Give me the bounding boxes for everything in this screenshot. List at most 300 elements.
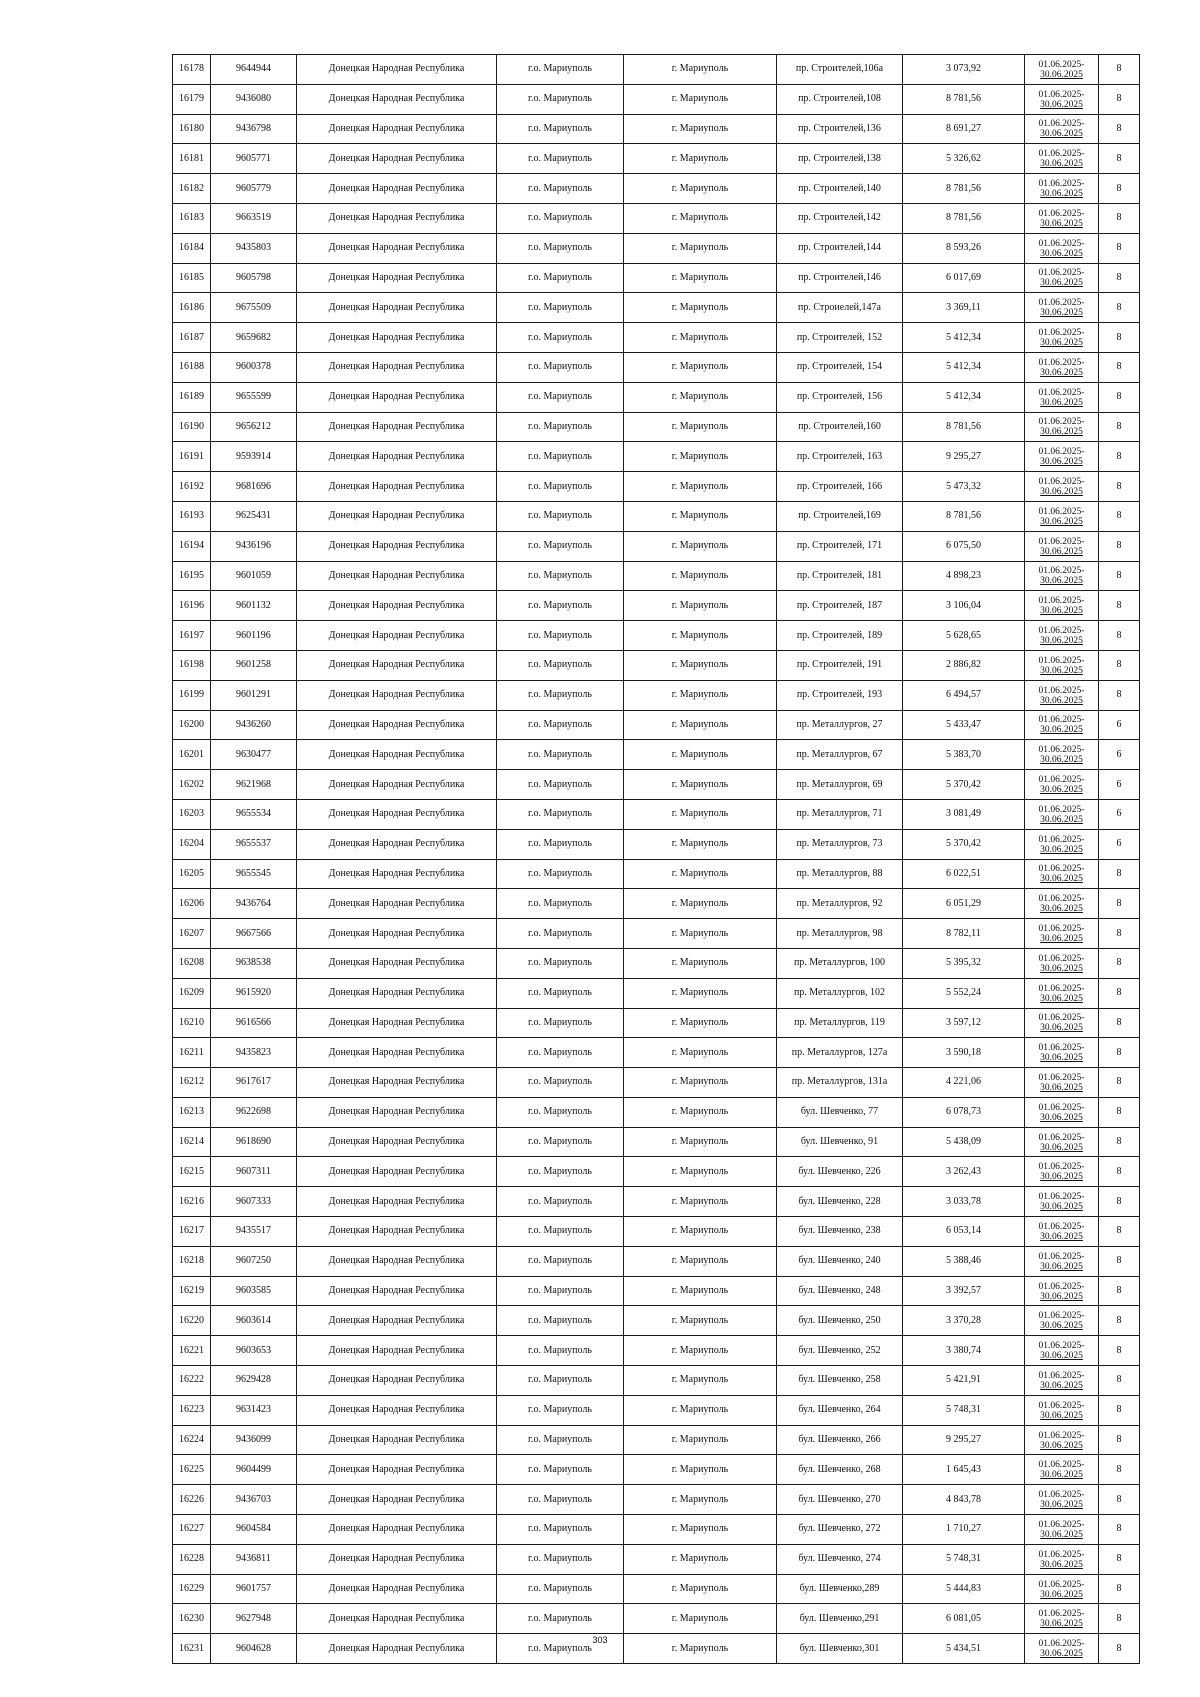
cell-object-id: 9618690: [211, 1127, 297, 1157]
cell-address: бул. Шевченко,289: [777, 1574, 903, 1604]
period-end: 30.06.2025: [1040, 159, 1083, 170]
cell-municipal-district: г.о. Мариуполь: [497, 293, 624, 323]
cell-municipal-district: г.о. Мариуполь: [497, 84, 624, 114]
cell-object-id: 9629428: [211, 1366, 297, 1396]
cell-address: бул. Шевченко, 226: [777, 1157, 903, 1187]
cell-row-number: 16225: [173, 1455, 211, 1485]
cell-object-id: 9663519: [211, 203, 297, 233]
cell-settlement: г. Мариуполь: [624, 84, 777, 114]
cell-row-number: 16226: [173, 1485, 211, 1515]
cell-row-number: 16192: [173, 472, 211, 502]
cell-address: пр. Строителей, 181: [777, 561, 903, 591]
period-end: 30.06.2025: [1040, 904, 1083, 915]
cell-row-number: 16220: [173, 1306, 211, 1336]
table-row: [173, 293, 1140, 323]
cell-municipal-district: г.о. Мариуполь: [497, 1395, 624, 1425]
cell-period: [1025, 1217, 1099, 1247]
cell-municipal-district: г.о. Мариуполь: [497, 1485, 624, 1515]
cell-object-id: 9607333: [211, 1187, 297, 1217]
table-row: [173, 859, 1140, 889]
cell-address: пр. Металлургов, 67: [777, 740, 903, 770]
period-end: 30.06.2025: [1040, 1559, 1083, 1570]
period-start: 01.06.2025-: [1038, 1043, 1085, 1054]
cell-period: [1025, 263, 1099, 293]
cell-row-number: 16184: [173, 233, 211, 263]
period-end: 30.06.2025: [1040, 1470, 1083, 1481]
cell-value: 8: [1099, 1425, 1140, 1455]
cell-settlement: г. Мариуполь: [624, 978, 777, 1008]
period-end: 30.06.2025: [1040, 1231, 1083, 1242]
cell-settlement: г. Мариуполь: [624, 1068, 777, 1098]
cell-address: пр. Строителей, 166: [777, 472, 903, 502]
cell-period: [1025, 680, 1099, 710]
cell-settlement: г. Мариуполь: [624, 1455, 777, 1485]
cell-settlement: г. Мариуполь: [624, 1276, 777, 1306]
cell-period: [1025, 293, 1099, 323]
cell-value: 8: [1099, 263, 1140, 293]
cell-region: Донецкая Народная Республика: [297, 1127, 497, 1157]
cell-value: 6: [1099, 799, 1140, 829]
cell-address: пр. Строителей, 154: [777, 352, 903, 382]
cell-municipal-district: г.о. Мариуполь: [497, 680, 624, 710]
cell-value: 8: [1099, 591, 1140, 621]
cell-period: [1025, 1157, 1099, 1187]
cell-municipal-district: г.о. Мариуполь: [497, 799, 624, 829]
cell-settlement: г. Мариуполь: [624, 770, 777, 800]
cell-municipal-district: г.о. Мариуполь: [497, 352, 624, 382]
cell-area: 3 106,04: [903, 591, 1025, 621]
cell-value: 8: [1099, 859, 1140, 889]
cell-address: бул. Шевченко,301: [777, 1634, 903, 1664]
cell-period: [1025, 1097, 1099, 1127]
cell-row-number: 16231: [173, 1634, 211, 1664]
cell-settlement: г. Мариуполь: [624, 352, 777, 382]
cell-region: Донецкая Народная Республика: [297, 591, 497, 621]
cell-object-id: 9607311: [211, 1157, 297, 1187]
cell-value: 8: [1099, 114, 1140, 144]
cell-address: пр. Строителей, 156: [777, 382, 903, 412]
cell-settlement: г. Мариуполь: [624, 203, 777, 233]
cell-address: бул. Шевченко,291: [777, 1604, 903, 1634]
cell-area: 4 898,23: [903, 561, 1025, 591]
cell-value: 8: [1099, 1485, 1140, 1515]
cell-object-id: 9667566: [211, 919, 297, 949]
cell-area: 6 075,50: [903, 531, 1025, 561]
cell-value: 8: [1099, 919, 1140, 949]
cell-municipal-district: г.о. Мариуполь: [497, 323, 624, 353]
cell-region: Донецкая Народная Республика: [297, 1187, 497, 1217]
cell-value: 6: [1099, 710, 1140, 740]
table-row: [173, 1604, 1140, 1634]
cell-object-id: 9601258: [211, 650, 297, 680]
cell-address: пр. Металлургов, 127а: [777, 1038, 903, 1068]
cell-address: пр. Строителей, 191: [777, 650, 903, 680]
cell-period: [1025, 412, 1099, 442]
period-end: 30.06.2025: [1040, 1053, 1083, 1064]
cell-period: [1025, 1068, 1099, 1098]
period-end: 30.06.2025: [1040, 1649, 1083, 1660]
cell-row-number: 16205: [173, 859, 211, 889]
cell-row-number: 16227: [173, 1515, 211, 1545]
cell-settlement: г. Мариуполь: [624, 948, 777, 978]
cell-value: 8: [1099, 948, 1140, 978]
cell-settlement: г. Мариуполь: [624, 114, 777, 144]
cell-object-id: 9603585: [211, 1276, 297, 1306]
cell-address: пр. Строителей,138: [777, 144, 903, 174]
period-start: 01.06.2025-: [1038, 1281, 1085, 1292]
cell-municipal-district: г.о. Мариуполь: [497, 859, 624, 889]
cell-row-number: 16191: [173, 442, 211, 472]
cell-settlement: г. Мариуполь: [624, 1097, 777, 1127]
period-end: 30.06.2025: [1040, 189, 1083, 200]
cell-object-id: 9638538: [211, 948, 297, 978]
cell-object-id: 9655537: [211, 829, 297, 859]
cell-area: 5 473,32: [903, 472, 1025, 502]
cell-row-number: 16183: [173, 203, 211, 233]
cell-region: Донецкая Народная Республика: [297, 293, 497, 323]
cell-period: [1025, 382, 1099, 412]
table-row: [173, 1395, 1140, 1425]
cell-area: 3 590,18: [903, 1038, 1025, 1068]
cell-period: [1025, 1544, 1099, 1574]
cell-row-number: 16224: [173, 1425, 211, 1455]
period-start: 01.06.2025-: [1038, 149, 1085, 160]
period-end: 30.06.2025: [1040, 785, 1083, 796]
period-end: 30.06.2025: [1040, 516, 1083, 527]
cell-object-id: 9681696: [211, 472, 297, 502]
cell-value: 8: [1099, 1157, 1140, 1187]
cell-address: пр. Строителей, 187: [777, 591, 903, 621]
cell-period: [1025, 1246, 1099, 1276]
cell-period: [1025, 919, 1099, 949]
cell-settlement: г. Мариуполь: [624, 382, 777, 412]
period-start: 01.06.2025-: [1038, 268, 1085, 279]
cell-area: 8 781,56: [903, 412, 1025, 442]
cell-region: Донецкая Народная Республика: [297, 621, 497, 651]
cell-municipal-district: г.о. Мариуполь: [497, 1634, 624, 1664]
period-end: 30.06.2025: [1040, 576, 1083, 587]
table-row: [173, 919, 1140, 949]
cell-address: бул. Шевченко, 91: [777, 1127, 903, 1157]
period-end: 30.06.2025: [1040, 308, 1083, 319]
cell-period: [1025, 1187, 1099, 1217]
cell-settlement: г. Мариуполь: [624, 1217, 777, 1247]
period-end: 30.06.2025: [1040, 844, 1083, 855]
cell-period: [1025, 650, 1099, 680]
period-end: 30.06.2025: [1040, 1112, 1083, 1123]
cell-region: Донецкая Народная Республика: [297, 412, 497, 442]
cell-period: [1025, 1604, 1099, 1634]
cell-object-id: 9622698: [211, 1097, 297, 1127]
period-start: 01.06.2025-: [1038, 387, 1085, 398]
cell-row-number: 16182: [173, 174, 211, 204]
cell-value: 8: [1099, 144, 1140, 174]
period-start: 01.06.2025-: [1038, 1609, 1085, 1620]
cell-value: 8: [1099, 561, 1140, 591]
cell-municipal-district: г.о. Мариуполь: [497, 1425, 624, 1455]
cell-object-id: 9631423: [211, 1395, 297, 1425]
cell-row-number: 16193: [173, 501, 211, 531]
period-start: 01.06.2025-: [1038, 953, 1085, 964]
cell-municipal-district: г.о. Мариуполь: [497, 1008, 624, 1038]
cell-settlement: г. Мариуполь: [624, 472, 777, 502]
cell-area: 5 433,47: [903, 710, 1025, 740]
cell-address: пр. Строителей,136: [777, 114, 903, 144]
table-row: [173, 114, 1140, 144]
table-row: [173, 531, 1140, 561]
period-end: 30.06.2025: [1040, 1291, 1083, 1302]
cell-period: [1025, 859, 1099, 889]
cell-object-id: 9601291: [211, 680, 297, 710]
cell-period: [1025, 442, 1099, 472]
table-row: [173, 84, 1140, 114]
cell-address: бул. Шевченко, 77: [777, 1097, 903, 1127]
period-end: 30.06.2025: [1040, 814, 1083, 825]
cell-address: пр. Металлургов, 92: [777, 889, 903, 919]
cell-settlement: г. Мариуполь: [624, 1246, 777, 1276]
cell-value: 8: [1099, 1634, 1140, 1664]
table-row: [173, 1485, 1140, 1515]
cell-value: 8: [1099, 1544, 1140, 1574]
period-end: 30.06.2025: [1040, 397, 1083, 408]
cell-region: Донецкая Народная Республика: [297, 203, 497, 233]
cell-row-number: 16181: [173, 144, 211, 174]
cell-object-id: 9655534: [211, 799, 297, 829]
cell-value: 8: [1099, 1276, 1140, 1306]
cell-row-number: 16189: [173, 382, 211, 412]
cell-address: пр. Строиелей,147а: [777, 293, 903, 323]
period-end: 30.06.2025: [1040, 338, 1083, 349]
cell-object-id: 9630477: [211, 740, 297, 770]
period-end: 30.06.2025: [1040, 1589, 1083, 1600]
cell-address: бул. Шевченко, 238: [777, 1217, 903, 1247]
document-sheet: [172, 54, 1139, 1664]
cell-region: Донецкая Народная Республика: [297, 859, 497, 889]
cell-settlement: г. Мариуполь: [624, 1604, 777, 1634]
period-end: 30.06.2025: [1040, 695, 1083, 706]
page-number: 303: [592, 1635, 608, 1645]
cell-region: Донецкая Народная Республика: [297, 710, 497, 740]
cell-region: Донецкая Народная Республика: [297, 1336, 497, 1366]
cell-period: [1025, 978, 1099, 1008]
cell-row-number: 16210: [173, 1008, 211, 1038]
table-row: [173, 591, 1140, 621]
table-row: [173, 1276, 1140, 1306]
cell-object-id: 9605771: [211, 144, 297, 174]
cell-region: Донецкая Народная Республика: [297, 1604, 497, 1634]
cell-municipal-district: г.о. Мариуполь: [497, 1276, 624, 1306]
cell-row-number: 16215: [173, 1157, 211, 1187]
cell-region: Донецкая Народная Республика: [297, 740, 497, 770]
cell-municipal-district: г.о. Мариуполь: [497, 114, 624, 144]
period-end: 30.06.2025: [1040, 636, 1083, 647]
table-row: [173, 710, 1140, 740]
cell-area: 2 886,82: [903, 650, 1025, 680]
cell-row-number: 16206: [173, 889, 211, 919]
cell-period: [1025, 1395, 1099, 1425]
cell-area: 6 078,73: [903, 1097, 1025, 1127]
period-end: 30.06.2025: [1040, 1202, 1083, 1213]
period-start: 01.06.2025-: [1038, 924, 1085, 934]
cell-area: 4 221,06: [903, 1068, 1025, 1098]
register-table: [172, 54, 1140, 1664]
cell-region: Донецкая Народная Республика: [297, 1366, 497, 1396]
cell-region: Донецкая Народная Республика: [297, 1425, 497, 1455]
cell-area: 8 781,56: [903, 84, 1025, 114]
period-start: 01.06.2025-: [1038, 834, 1085, 845]
cell-row-number: 16218: [173, 1246, 211, 1276]
period-end: 30.06.2025: [1040, 248, 1083, 259]
cell-area: 3 370,28: [903, 1306, 1025, 1336]
cell-settlement: г. Мариуполь: [624, 621, 777, 651]
cell-value: 8: [1099, 1395, 1140, 1425]
cell-period: [1025, 1008, 1099, 1038]
period-end: 30.06.2025: [1040, 69, 1083, 80]
cell-row-number: 16209: [173, 978, 211, 1008]
table-row: [173, 1127, 1140, 1157]
table-row: [173, 1217, 1140, 1247]
cell-region: Донецкая Народная Республика: [297, 799, 497, 829]
cell-area: 5 748,31: [903, 1395, 1025, 1425]
period-end: 30.06.2025: [1040, 1321, 1083, 1332]
cell-area: 5 388,46: [903, 1246, 1025, 1276]
cell-value: 6: [1099, 740, 1140, 770]
cell-area: 8 691,27: [903, 114, 1025, 144]
cell-period: [1025, 1455, 1099, 1485]
cell-area: 5 421,91: [903, 1366, 1025, 1396]
cell-municipal-district: г.о. Мариуполь: [497, 501, 624, 531]
cell-settlement: г. Мариуполь: [624, 263, 777, 293]
cell-address: бул. Шевченко, 252: [777, 1336, 903, 1366]
cell-value: 8: [1099, 1515, 1140, 1545]
period-start: 01.06.2025-: [1038, 417, 1085, 428]
cell-municipal-district: г.о. Мариуполь: [497, 55, 624, 85]
table-row: [173, 1187, 1140, 1217]
cell-row-number: 16214: [173, 1127, 211, 1157]
period-end: 30.06.2025: [1040, 1529, 1083, 1540]
period-start: 01.06.2025-: [1038, 894, 1085, 905]
period-end: 30.06.2025: [1040, 755, 1083, 766]
cell-period: [1025, 472, 1099, 502]
cell-value: 8: [1099, 1097, 1140, 1127]
cell-value: 8: [1099, 1038, 1140, 1068]
cell-value: 8: [1099, 55, 1140, 85]
cell-municipal-district: г.о. Мариуполь: [497, 770, 624, 800]
period-start: 01.06.2025-: [1038, 1341, 1085, 1352]
cell-area: 5 444,83: [903, 1574, 1025, 1604]
cell-region: Донецкая Народная Республика: [297, 680, 497, 710]
cell-area: 5 412,34: [903, 323, 1025, 353]
cell-object-id: 9604499: [211, 1455, 297, 1485]
cell-address: пр. Металлургов, 88: [777, 859, 903, 889]
cell-value: 8: [1099, 1246, 1140, 1276]
cell-area: 5 628,65: [903, 621, 1025, 651]
cell-object-id: 9436811: [211, 1544, 297, 1574]
cell-region: Донецкая Народная Республика: [297, 1038, 497, 1068]
cell-row-number: 16180: [173, 114, 211, 144]
cell-row-number: 16219: [173, 1276, 211, 1306]
cell-object-id: 9616566: [211, 1008, 297, 1038]
cell-municipal-district: г.о. Мариуполь: [497, 1574, 624, 1604]
cell-region: Донецкая Народная Республика: [297, 472, 497, 502]
period-start: 01.06.2025-: [1038, 1251, 1085, 1262]
cell-region: Донецкая Народная Республика: [297, 1306, 497, 1336]
period-end: 30.06.2025: [1040, 1351, 1083, 1362]
cell-value: 8: [1099, 621, 1140, 651]
period-start: 01.06.2025-: [1038, 655, 1085, 666]
cell-area: 3 369,11: [903, 293, 1025, 323]
period-start: 01.06.2025-: [1038, 536, 1085, 547]
cell-municipal-district: г.о. Мариуполь: [497, 1336, 624, 1366]
cell-area: 5 326,62: [903, 144, 1025, 174]
table-row: [173, 1366, 1140, 1396]
cell-settlement: г. Мариуполь: [624, 1574, 777, 1604]
cell-object-id: 9656212: [211, 412, 297, 442]
cell-period: [1025, 1366, 1099, 1396]
cell-period: [1025, 1336, 1099, 1366]
table-row: [173, 740, 1140, 770]
cell-value: 8: [1099, 442, 1140, 472]
cell-municipal-district: г.о. Мариуполь: [497, 531, 624, 561]
cell-settlement: г. Мариуполь: [624, 710, 777, 740]
cell-value: 8: [1099, 1336, 1140, 1366]
cell-object-id: 9604628: [211, 1634, 297, 1664]
cell-row-number: 16217: [173, 1217, 211, 1247]
cell-value: 8: [1099, 1127, 1140, 1157]
cell-value: 8: [1099, 889, 1140, 919]
table-row: [173, 233, 1140, 263]
cell-municipal-district: г.о. Мариуполь: [497, 1366, 624, 1396]
cell-settlement: г. Мариуполь: [624, 1544, 777, 1574]
cell-period: [1025, 1425, 1099, 1455]
cell-settlement: г. Мариуполь: [624, 1336, 777, 1366]
period-start: 01.06.2025-: [1038, 119, 1085, 130]
period-start: 01.06.2025-: [1038, 1519, 1085, 1530]
period-end: 30.06.2025: [1040, 874, 1083, 885]
cell-address: пр. Строителей,140: [777, 174, 903, 204]
cell-area: 1 710,27: [903, 1515, 1025, 1545]
period-end: 30.06.2025: [1040, 934, 1083, 944]
period-end: 30.06.2025: [1040, 1261, 1083, 1272]
cell-value: 8: [1099, 84, 1140, 114]
cell-settlement: г. Мариуполь: [624, 859, 777, 889]
cell-row-number: 16186: [173, 293, 211, 323]
cell-row-number: 16229: [173, 1574, 211, 1604]
cell-row-number: 16195: [173, 561, 211, 591]
cell-region: Донецкая Народная Республика: [297, 233, 497, 263]
cell-object-id: 9601132: [211, 591, 297, 621]
cell-period: [1025, 1574, 1099, 1604]
cell-period: [1025, 829, 1099, 859]
period-start: 01.06.2025-: [1038, 804, 1085, 815]
cell-row-number: 16221: [173, 1336, 211, 1366]
cell-area: 3 262,43: [903, 1157, 1025, 1187]
cell-object-id: 9601059: [211, 561, 297, 591]
cell-area: 5 412,34: [903, 382, 1025, 412]
cell-area: 1 645,43: [903, 1455, 1025, 1485]
period-start: 01.06.2025-: [1038, 1370, 1085, 1381]
cell-region: Донецкая Народная Республика: [297, 1068, 497, 1098]
cell-value: 8: [1099, 174, 1140, 204]
cell-region: Донецкая Народная Республика: [297, 978, 497, 1008]
cell-address: пр. Металлургов, 131а: [777, 1068, 903, 1098]
cell-settlement: г. Мариуполь: [624, 174, 777, 204]
cell-value: 8: [1099, 472, 1140, 502]
cell-object-id: 9607250: [211, 1246, 297, 1276]
cell-region: Донецкая Народная Республика: [297, 1097, 497, 1127]
cell-period: [1025, 233, 1099, 263]
cell-municipal-district: г.о. Мариуполь: [497, 263, 624, 293]
